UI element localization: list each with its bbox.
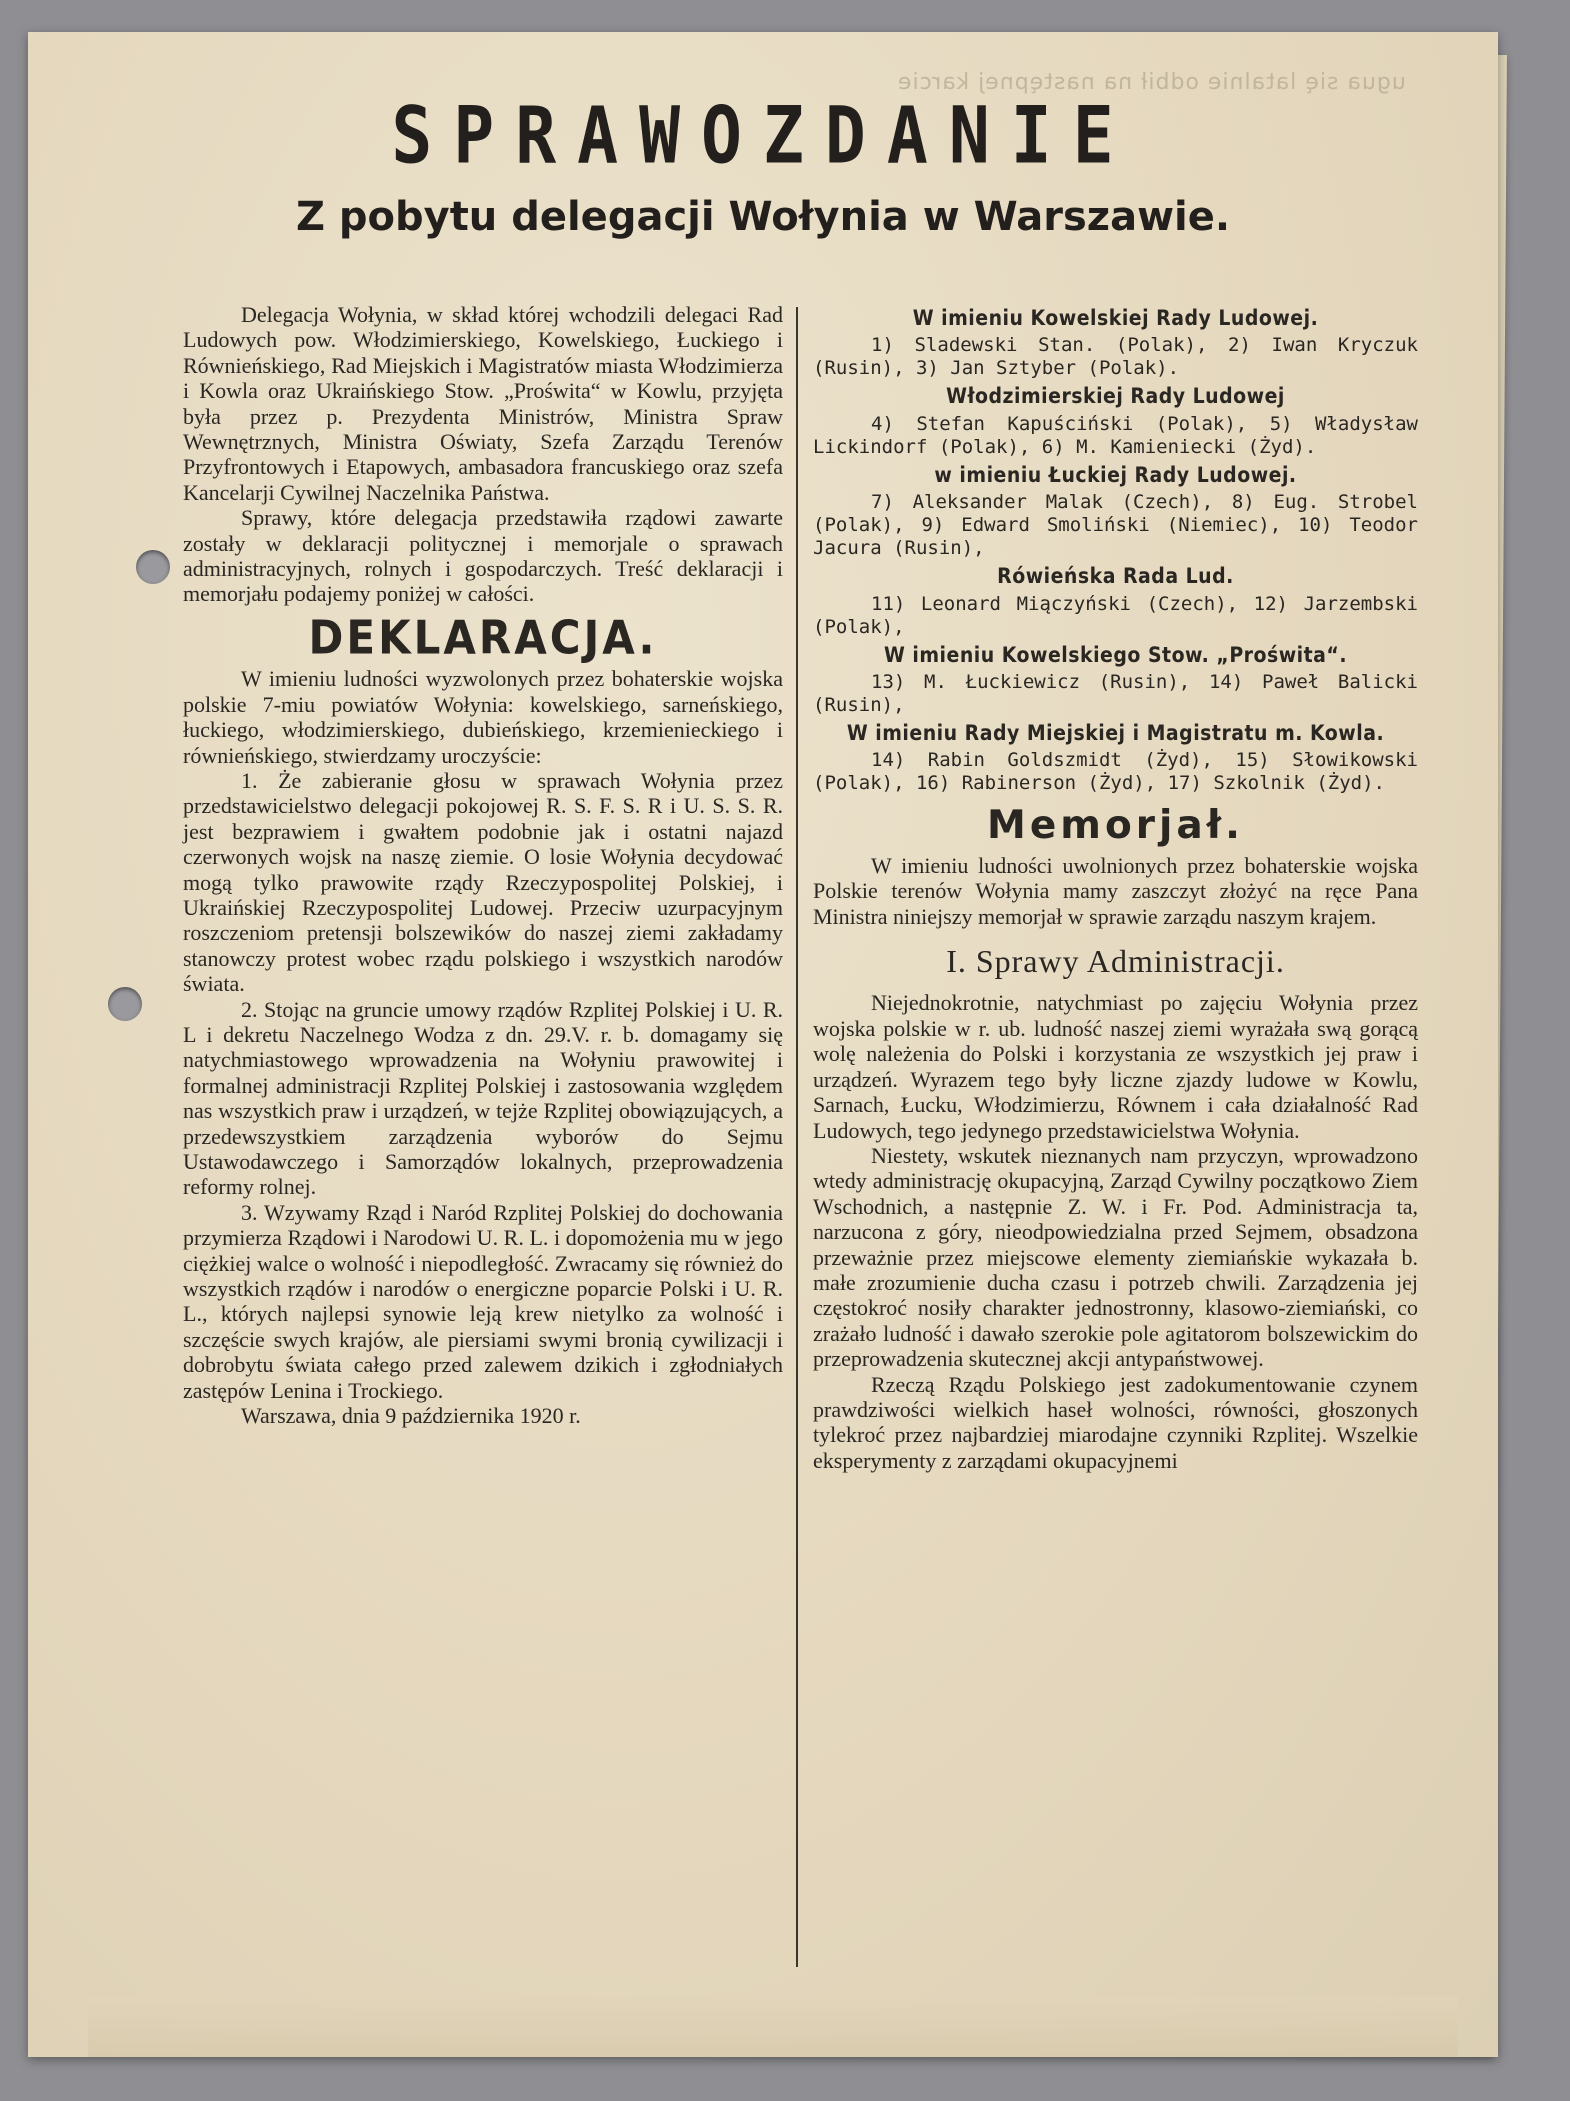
document-page — [28, 32, 1498, 2057]
declaration-paragraph: W imieniu ludności wyzwolonych przez bohaterskie wojska polskie 7-miu powiatów Wołynia: kowelskiego, sarneńskiego, łuckiego, włodzimierskiego, dubieńskiego, krzemienieckiego i równieńskiego, stwierdzamy uroczyście: — [183, 666, 783, 768]
memorial-heading: Memorjał. — [987, 803, 1244, 849]
delegate-names: 14) Rabin Goldszmidt (Żyd), 15) Słowikowski (Polak), 16) Rabinerson (Żyd), 17) Szkolnik (Żyd). — [813, 749, 1418, 795]
memorial-intro: W imieniu ludności uwolnionych przez bohaterskie wojska Polskie terenów Wołynia mamy zaszczyt złożyć na ręce Pana Ministra niniejszy memorjał w sprawie zarządu naszym krajem. — [813, 852, 1418, 929]
section-paragraph: Niejednokrotnie, natychmiast po zajęciu Wołynia przez wojska polskie w r. ub. ludność naszej ziemi wyrażała swą gorącą wolę należenia do Polski i korzystania ze wszystkich jej praw i urządzeń. Wyrazem tego były liczne zjazdy ludowe w Kowlu, Sarnach, Łucku, Włodzimierzu, Równem i cała działalność Rad Ludowych, tego jedynego przedstawicielstwa Wołynia. — [813, 990, 1418, 1143]
delegate-group — [813, 643, 1418, 717]
date-line: Warszawa, dnia 9 października 1920 r. — [241, 1403, 581, 1429]
delegate-group-heading: Włodzimierskiej Rady Ludowej — [946, 384, 1285, 409]
declaration-point-1: 1. Że zabieranie głosu w sprawach Wołynia przez przedstawicielstwo delegacji pokojowej R. S. F. S. R i U. S. S. R. jest bezprawiem i gwałtem podobnie jak i ostatni najazd czerwonych wojsk na naszę ziemie. O losie Wołynia decydować mogą tylko prawowite rządy Rzeczypospolitej Polskiej, i Ukraińskiej Rzeczypospolitej Ludowej. Przeciw uzurpacyjnym roszczeniom pretensji bolszewików do naszej ziemi zakładamy stanowczy protest wobec rządu polskiego i wszystkich narodów świata. — [183, 767, 783, 997]
punch-hole — [136, 550, 170, 584]
delegate-names: 13) M. Łuckiewicz (Rusin), 14) Paweł Balicki (Rusin), — [813, 671, 1418, 717]
delegate-group-heading: w imieniu Łuckiej Rady Ludowej. — [934, 462, 1297, 487]
delegate-names: 7) Aleksander Malak (Czech), 8) Eug. Strobel (Polak), 9) Edward Smoliński (Niemiec), 10) Teodor Jacura (Rusin), — [813, 491, 1418, 560]
right-column — [813, 302, 1418, 1473]
delegate-group — [813, 564, 1418, 638]
delegate-names: 1) Sladewski Stan. (Polak), 2) Iwan Kryczuk (Rusin), 3) Jan Sztyber (Polak). — [813, 334, 1418, 380]
delegate-group — [813, 463, 1418, 560]
declaration-point-3: 3. Wzywamy Rząd i Naród Rzplitej Polskiej do dochowania przymierza Rządowi i Narodowi U. R. L. i dopomożenia mu w jego ciężkiej walce o wolność i niepodległość. Zwracamy się również do wszystkich rządów i narodów o energiczne poparcie Polski i U. R. L., których najlepsi synowie leją krew nietylko za wolność i szczęście swych krajów, ale piersiami swymi bronią cywilizacji i dobrobytu świata całego przed zalewem dzikich i zgłodniałych zastępów Lenina i Trockiego. — [183, 1199, 783, 1403]
punch-hole — [108, 987, 142, 1021]
column-divider — [796, 307, 798, 1967]
delegate-group-heading: W imieniu Rady Miejskiej i Magistratu m. Kowla. — [846, 721, 1385, 746]
delegate-group-heading: W imieniu Kowelskiej Rady Ludowej. — [912, 306, 1319, 330]
section-paragraph: Niestety, wskutek nieznanych nam przyczyn, wprowadzono wtedy administrację okupacyjną, Zarząd Cywilny początkowo Ziem Wschodnich, a następnie Z. W. i Fr. Pod. Administracja ta, narzucona z góry, nieodpowiedzialna przed Sejmem, obsadzona przeważnie przez miejscowe elementy ziemiańskie wykazała b. małe zrozumienie ducha czasu i potrzeb chwili. Zarządzenia jej częstokroć nosiły charakter jednostronny, klasowo-ziemiański, co zrażało ludność i dawało szerokie pole agitatorom bolszewickim do przeprowadzenia skutecznej akcji antypaństwowej. — [813, 1142, 1418, 1372]
declaration-heading: DEKLARACJA. — [308, 610, 658, 665]
delegate-group — [813, 384, 1418, 458]
section-heading: I. Sprawy Administracji. — [946, 943, 1285, 980]
delegate-names: 4) Stefan Kapuściński (Polak), 5) Władysław Lickindorf (Polak), 6) M. Kamieniecki (Żyd). — [813, 412, 1418, 458]
delegate-group-heading: W imieniu Kowelskiego Stow. „Proświta“. — [883, 642, 1348, 667]
delegate-group — [813, 306, 1418, 380]
intro-paragraph: Delegacja Wołynia, w skład której wchodzili delegaci Rad Ludowych pow. Włodzimierskiego, Kowelskiego, Łuckiego i Równieńskiego, Rad Miejskich i Magistratów miasta Włodzimierza i Kowla oraz Ukraińskiego Stow. „Proświta“ w Kowlu, przyjęta była przez p. Prezydenta Ministrów, Ministra Spraw Wewnętrznych, Ministra Oświaty, Szefa Zarządu Terenów Przyfrontowych i Etapowych, ambasadora francuskiego oraz szefa Kancelarji Cywilnej Naczelnika Państwa. — [183, 302, 783, 505]
delegate-names: 11) Leonard Miączyński (Czech), 12) Jarzembski (Polak), — [813, 592, 1418, 638]
intro-paragraph: Sprawy, które delegacja przedstawiła rządowi zawarte zostały w deklaracji politycznej i memorjale o sprawach administracyjnych, rolnych i gospodarczych. Treść deklaracji i memorjału podajemy poniżej w całości. — [183, 505, 783, 607]
document-title: SPRAWOZDANIE — [391, 91, 1135, 182]
left-column — [183, 302, 783, 1428]
page-bottom-edge — [88, 1997, 1458, 2057]
delegate-group — [813, 721, 1418, 795]
document-subtitle: Z pobytu delegacji Wołynia w Warszawie. — [295, 194, 1231, 240]
declaration-point-2: 2. Stojąc na gruncie umowy rządów Rzplitej Polskiej i U. R. L i dekretu Naczelnego Wodza z dn. 29.V. r. b. domagamy się natychmiastowego wprowadzenia na Wołyniu prawowitej i formalnej administracji Rzplitej Polskiej i zastosowania względem nas wszystkich praw i urządzeń, w tejże Rzplitej obowiązujących, a przedewszystkiem zarządzenia wyborów do Sejmu Ustawodawczego i Samorządów lokalnych, przeprowadzenia reformy rolnej. — [183, 996, 783, 1200]
section-paragraph: Rzeczą Rządu Polskiego jest zadokumentowanie czynem prawdziwości wielkich haseł wolności, równości, głoszonych tylekroć przez najbardziej miarodajne czynniki Rzplitej. Wszelkie eksperymenty z zarządami okupacyjnemi — [813, 1371, 1418, 1473]
bleed-through-text: ugua się latalnie odbił na następnej karcie — [897, 70, 1406, 95]
delegate-group-heading: Rówieńska Rada Lud. — [997, 564, 1234, 589]
